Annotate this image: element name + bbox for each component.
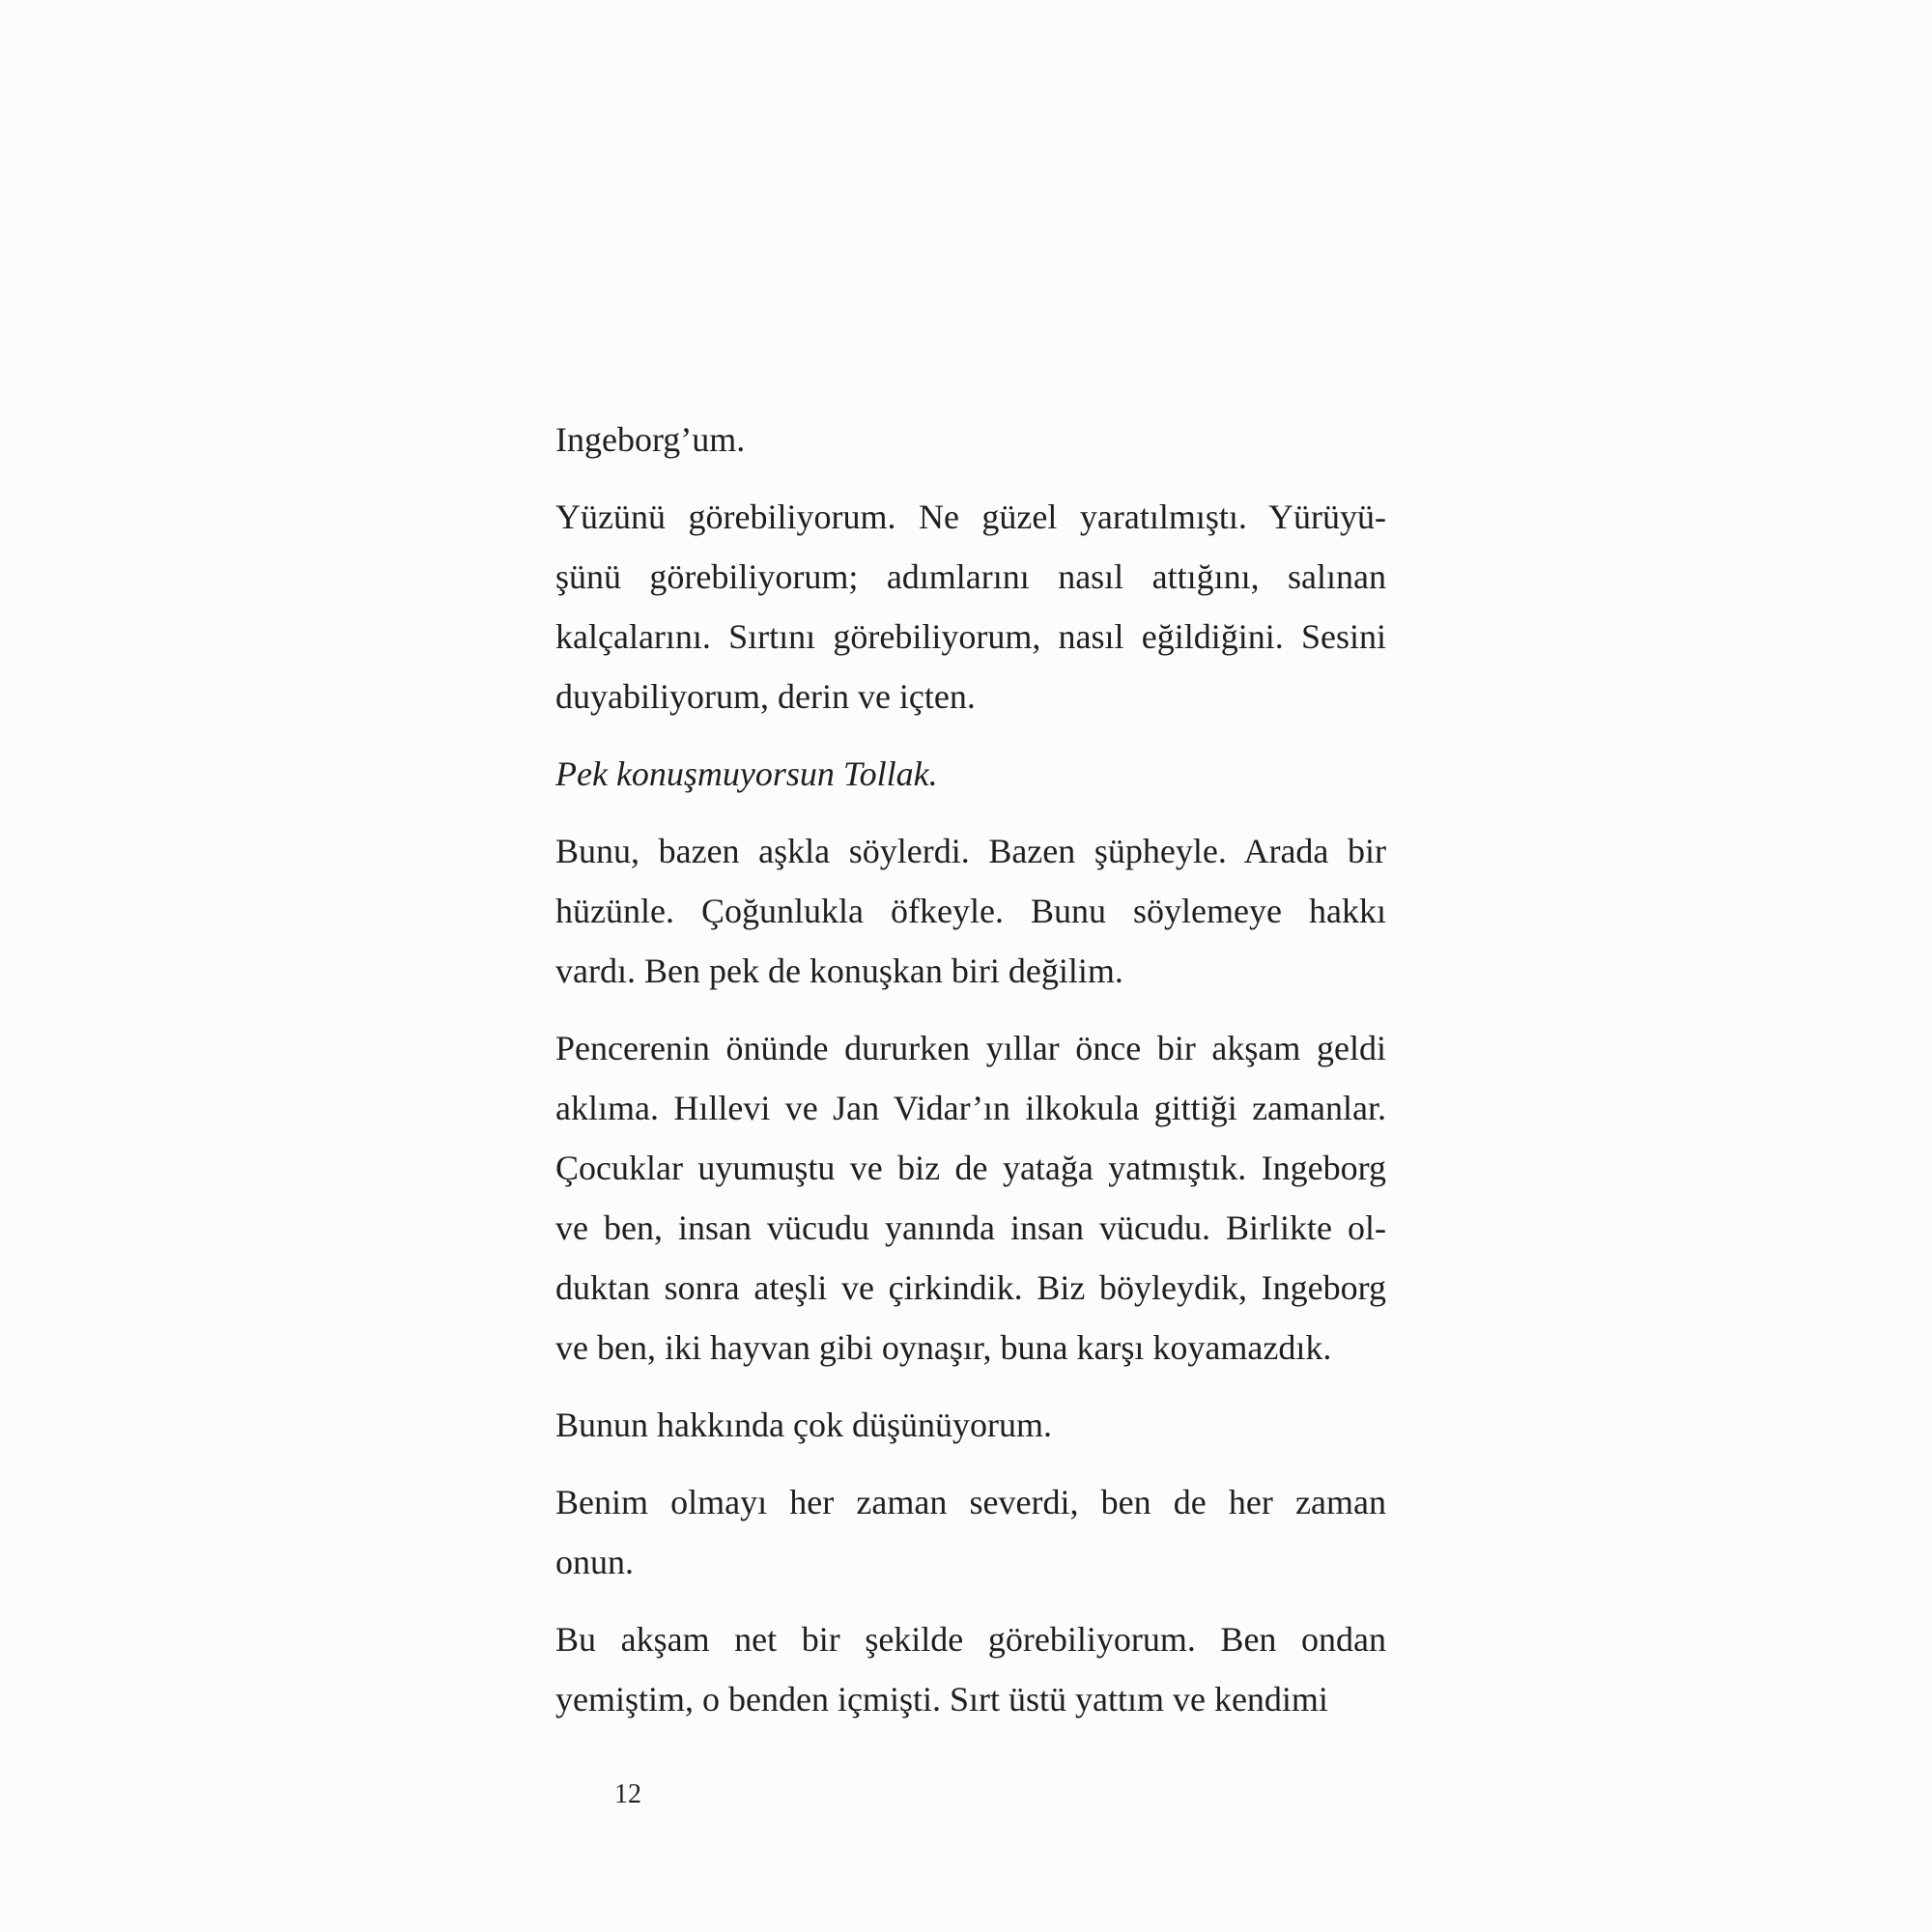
text-line: onun. [555,1543,634,1581]
text-line: ve ben, iki hayvan gibi oynaşır, buna karşı koyamazdık. [555,1328,1332,1367]
text-line: Çocuklar uyumuştu ve biz de yatağa yatmıştık. Ingeborg [555,1149,1386,1187]
text-line: Benim olmayı her zaman severdi, ben de her zaman [555,1483,1386,1521]
paragraph [555,744,1386,804]
text-line: ve ben, insan vücudu yanında insan vücudu. Birlikte ol- [555,1208,1386,1247]
text-line: Bunu, bazen aşkla söylerdi. Bazen şüpheyle. Arada bir [555,832,1386,870]
text-line: hüzünle. Çoğunlukla öfkeyle. Bunu söylemeye hakkı [555,892,1386,930]
paragraph [555,487,1386,726]
text-line: kalçalarını. Sırtını görebiliyorum, nasıl eğildiğini. Sesini [555,617,1386,656]
text-line: Bunun hakkında çok düşünüyorum. [555,1406,1052,1444]
text-line: aklıma. Hıllevi ve Jan Vidar’ın ilkokula gittiği zamanlar. [555,1089,1386,1127]
text-line: Yüzünü görebiliyorum. Ne güzel yaratılmıştı. Yürüyü- [555,497,1386,536]
paragraph [555,1472,1386,1592]
text-line: duyabiliyorum, derin ve içten. [555,677,976,716]
book-page-text [555,410,1386,1747]
text-line: Pek konuşmuyorsun Tollak. [555,754,938,793]
text-line: şünü görebiliyorum; adımlarını nasıl attığını, salınan [555,557,1386,596]
paragraph [555,1395,1386,1455]
text-line: yemiştim, o benden içmişti. Sırt üstü yattım ve kendimi [555,1680,1328,1719]
paragraph [555,1609,1386,1729]
text-line: Pencerenin önünde dururken yıllar önce bir akşam geldi [555,1029,1386,1067]
text-line: vardı. Ben pek de konuşkan biri değilim. [555,952,1123,990]
paragraph [555,410,1386,469]
paragraph [555,821,1386,1001]
paragraph [555,1018,1386,1378]
text-line: duktan sonra ateşli ve çirkindik. Biz böyleydik, Ingeborg [555,1268,1386,1307]
text-line: Ingeborg’um. [555,420,746,459]
text-line: Bu akşam net bir şekilde görebiliyorum. Ben ondan [555,1620,1386,1659]
page-number: 12 [614,1779,641,1809]
